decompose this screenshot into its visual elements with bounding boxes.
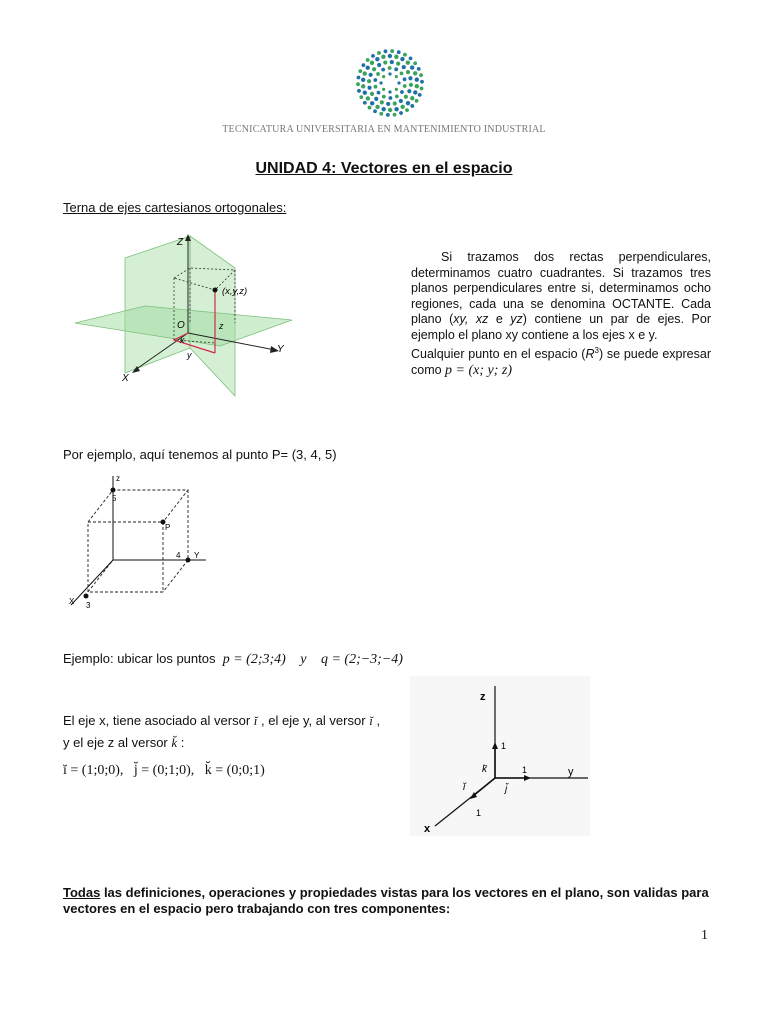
page-number: 1 (701, 928, 708, 943)
j-label: j̆ (505, 784, 508, 795)
logo-dot (370, 61, 374, 65)
segment-x-label: x (180, 335, 185, 345)
logo-dot (377, 91, 381, 95)
logo-dot (381, 107, 385, 111)
logo-dot (370, 92, 374, 96)
segment-z-label: z (219, 321, 224, 331)
logo-dot (368, 106, 372, 110)
logo-dot (420, 80, 424, 84)
p-formula: p = (2;3;4) (222, 652, 286, 667)
point-z5 (111, 488, 116, 493)
logo-dot (409, 57, 413, 61)
logo-dot (394, 107, 398, 111)
closing-paragraph: Todas las definiciones, operaciones y propiedades vistas para los vectores en el plano, son validas para vectores en el espacio pero trabajando con tres componentes: (63, 885, 709, 916)
logo-dot (407, 89, 411, 93)
logo-dot (415, 99, 419, 103)
logo-dot (371, 54, 375, 58)
logo-dot (417, 67, 421, 71)
logo-dot (369, 73, 373, 77)
logo-dot (374, 97, 378, 101)
logo-dot (386, 102, 390, 106)
q-formula: q = (2;−3;−4) (320, 652, 403, 667)
logo-dot (420, 87, 424, 91)
logo-dot (390, 49, 394, 53)
logo-dot (419, 73, 423, 77)
logo-dot (356, 82, 360, 86)
logo-dot (362, 63, 366, 67)
logo-dot (400, 57, 404, 61)
logo-dot (370, 101, 374, 105)
axis-x-label: X (122, 373, 129, 384)
logo-dot (377, 63, 381, 67)
logo-dot (413, 71, 417, 75)
i-label: ĭ (463, 782, 466, 793)
origin-label: O (177, 320, 185, 331)
logo-dot (380, 100, 384, 104)
axis-z-label: Z (177, 237, 184, 248)
one-x-label: 1 (476, 808, 482, 818)
logo-dot (410, 104, 414, 108)
logo-dot (397, 50, 401, 54)
logo-dot (395, 94, 399, 98)
logo-dot (393, 113, 397, 117)
logo-dot (363, 90, 367, 94)
logo-dot (400, 105, 404, 109)
logo-dot (395, 88, 398, 91)
versor-text: El eje x, tiene asociado al versor ĭ , el eje y, al versor ĭ , y el eje z al versor k̆ : (63, 713, 381, 750)
logo-dot (366, 58, 370, 62)
one-z-label: 1 (501, 741, 507, 751)
logo-dot (367, 79, 371, 83)
logo-dot (394, 55, 398, 59)
logo-dot (403, 53, 407, 57)
example-points-line: Ejemplo: ubicar los puntos p = (2;3;4) y q = (2;−3;−4) (63, 651, 403, 667)
point-y4 (186, 558, 191, 563)
section-heading: Terna de ejes cartesianos ortogonales: (63, 200, 287, 215)
x-axis-label: X (69, 597, 75, 606)
page-title: UNIDAD 4: Vectores en el espacio (255, 160, 513, 177)
y-axis-label: Y (194, 551, 200, 560)
segment-y-label: y (187, 350, 192, 360)
logo-dot (408, 76, 412, 80)
logo-dot (415, 77, 419, 81)
logo-dot (388, 54, 392, 58)
logo-dot (405, 108, 409, 112)
logo-dot (383, 60, 387, 64)
logo-dot (410, 65, 414, 69)
logo-dot (363, 71, 367, 75)
logo-dot (357, 76, 361, 80)
logo-dot (410, 96, 414, 100)
logo-dot (367, 86, 371, 90)
logo-dot (397, 81, 400, 84)
cartesian-axes-figure (70, 228, 295, 398)
axis-y-label: Y (277, 344, 284, 355)
logo-dot (394, 67, 398, 71)
x-label: x (424, 823, 431, 835)
logo-dot (399, 99, 403, 103)
logo-dot (366, 66, 370, 70)
point-x3 (84, 594, 89, 599)
logo-dot (399, 111, 403, 115)
octant-paragraph: Si trazamos dos rectas perpendiculares, determinamos cuatro cuadrantes. Si trazamos tres planos perpendiculares entre si, determinamos ocho regiones, cada una se denomina OCTANTE. Cada plano (xy, xz e yz) contiene un par de ejes. Por ejemplo el plano xy contiene a los ejes x e y. Cualquier punto en el espacio $(R^3)$ se puede expresar como p = (x; y; z) (411, 250, 711, 378)
plane-xz (125, 236, 190, 373)
logo-dot (406, 70, 410, 74)
logo-dot (388, 72, 391, 75)
logo-dot (388, 108, 392, 112)
logo-dot (388, 90, 391, 93)
logo-dot (393, 101, 397, 105)
logo-dot (366, 96, 370, 100)
logo-dot (374, 85, 378, 89)
logo-dot (409, 83, 413, 87)
logo-dot (390, 60, 394, 64)
logo-dot (413, 61, 417, 65)
logo-dot (396, 62, 400, 66)
institution-logo (355, 48, 425, 118)
logo-dot (373, 78, 377, 82)
point-label: (x,y,z) (222, 286, 248, 297)
logo-dot (415, 84, 419, 88)
logo-dot (400, 71, 404, 75)
one-y-label: 1 (522, 765, 528, 775)
p-label: P (165, 523, 171, 532)
logo-dot (357, 89, 361, 93)
logo-dot (358, 69, 362, 73)
z-label: z (480, 691, 486, 703)
logo-dot (373, 109, 377, 113)
unit-vectors-figure (410, 676, 590, 836)
point-formula: p = (x; y; z) (445, 362, 513, 378)
logo-dot (388, 96, 392, 100)
logo-dot (382, 95, 386, 99)
logo-dot (375, 57, 379, 61)
example-point-text: Por ejemplo, aquí tenemos al punto P= (3, 4, 5) (63, 447, 337, 462)
k-label: k̆ (482, 764, 487, 775)
logo-dot (381, 55, 385, 59)
logo-dot (395, 75, 398, 78)
logo-dot (382, 75, 385, 78)
logo-dot (403, 77, 407, 81)
logo-dot (375, 105, 379, 109)
z-value-label: 5 (112, 494, 117, 503)
logo-dot (388, 66, 392, 70)
y-label: y (568, 766, 574, 778)
logo-dot (406, 101, 410, 105)
logo-dot (384, 49, 388, 53)
logo-dot (372, 67, 376, 71)
logo-dot (381, 68, 385, 72)
x-value-label: 3 (86, 601, 91, 610)
logo-dot (377, 51, 381, 55)
logo-dot (402, 65, 406, 69)
point-xyz (213, 288, 218, 293)
logo-dot (376, 72, 380, 76)
institution-name: TECNICATURA UNIVERSITARIA EN MANTENIMIENTO INDUSTRIAL (222, 124, 546, 135)
logo-dot (361, 78, 365, 82)
logo-dot (379, 112, 383, 116)
logo-dot (359, 95, 363, 99)
logo-dot (418, 93, 422, 97)
logo-dot (382, 88, 385, 91)
z-axis-label: z (116, 474, 120, 483)
point-box-figure (66, 470, 216, 615)
logo-dot (386, 113, 390, 117)
versor-equations: ĭ = (1;0;0), j̆ = (0;1;0), k̆ = (0;0;1) (63, 763, 265, 778)
logo-dot (379, 81, 382, 84)
y-value-label: 4 (176, 551, 181, 560)
logo-dot (361, 84, 365, 88)
logo-dot (403, 84, 407, 88)
logo-dot (406, 61, 410, 65)
logo-dot (363, 101, 367, 105)
logo-dot (413, 90, 417, 94)
logo-dot (400, 90, 404, 94)
logo-dot (404, 95, 408, 99)
